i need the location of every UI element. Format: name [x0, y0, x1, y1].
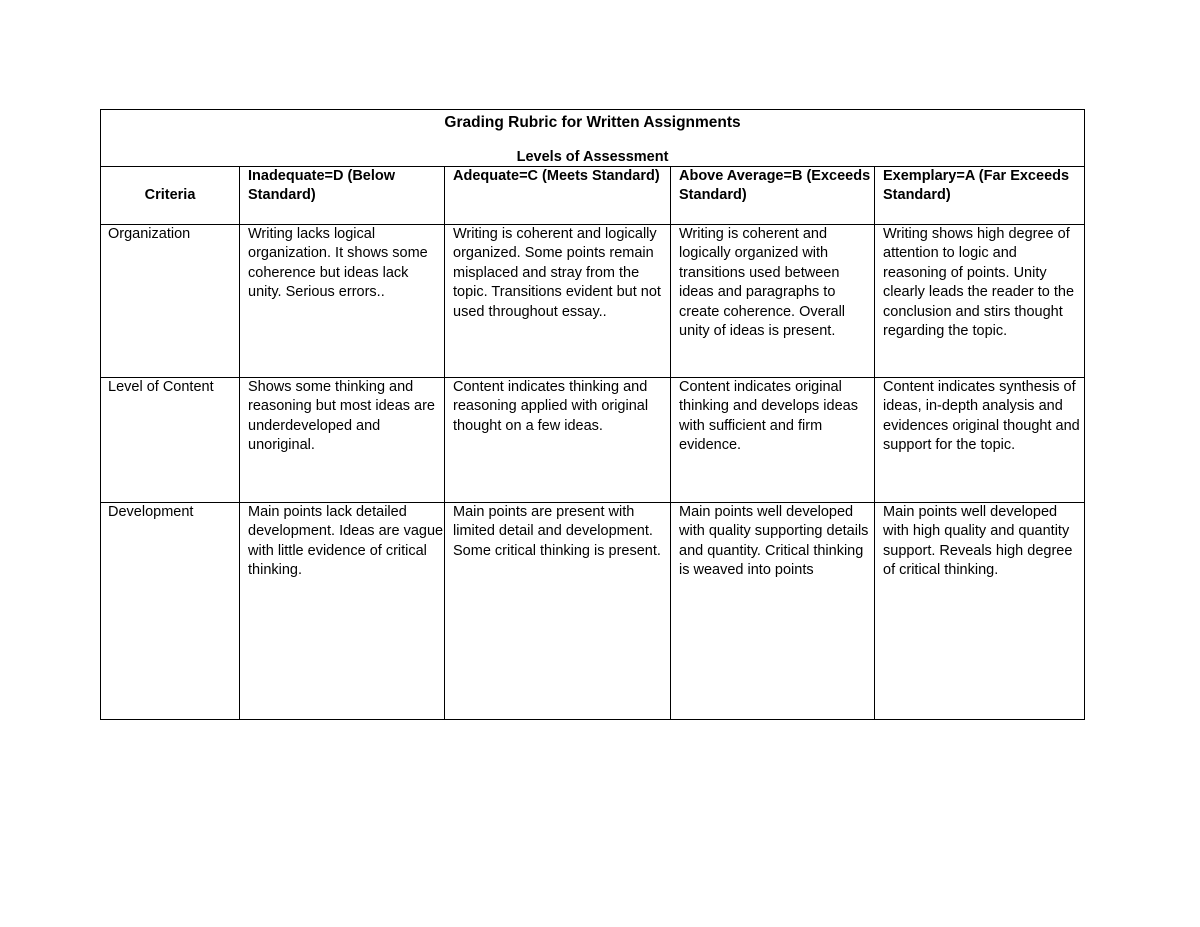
cell-development-exemplary: Main points well developed with high quality and quantity support. Reveals high degree of critical thinking. — [875, 503, 1085, 720]
criteria-organization: Organization — [101, 225, 240, 378]
criteria-development: Development — [101, 503, 240, 720]
header-criteria: Criteria — [101, 167, 240, 225]
cell-content-exemplary: Content indicates synthesis of ideas, in-depth analysis and evidences original thought and support for the topic. — [875, 378, 1085, 503]
header-above-average: Above Average=B (Exceeds Standard) — [671, 167, 875, 225]
header-row — [101, 167, 1085, 225]
levels-subtitle: Levels of Assessment — [516, 149, 669, 165]
header-adequate: Adequate=C (Meets Standard) — [445, 167, 671, 225]
cell-development-above-average: Main points well developed with quality supporting details and quantity. Critical thinking is weaved into points — [671, 503, 875, 720]
cell-organization-adequate: Writing is coherent and logically organized. Some points remain misplaced and stray from the topic. Transitions evident but not used throughout essay.. — [445, 225, 671, 378]
cell-organization-above-average: Writing is coherent and logically organized with transitions used between ideas and paragraphs to create coherence. Overall unity of ideas is present. — [671, 225, 875, 378]
cell-content-inadequate: Shows some thinking and reasoning but most ideas are underdeveloped and unoriginal. — [240, 378, 445, 503]
grading-rubric-table — [100, 109, 1085, 720]
table-row — [101, 503, 1085, 720]
cell-content-adequate: Content indicates thinking and reasoning applied with original thought on a few ideas. — [445, 378, 671, 503]
header-exemplary: Exemplary=A (Far Exceeds Standard) — [875, 167, 1085, 225]
table-row — [101, 378, 1085, 503]
header-inadequate: Inadequate=D (Below Standard) — [240, 167, 445, 225]
criteria-level-of-content: Level of Content — [101, 378, 240, 503]
rubric-title: Grading Rubric for Written Assignments — [444, 114, 741, 131]
cell-organization-exemplary: Writing shows high degree of attention to logic and reasoning of points. Unity clearly leads the reader to the conclusion and stirs thought regarding the topic. — [875, 225, 1085, 378]
cell-development-adequate: Main points are present with limited detail and development. Some critical thinking is present. — [445, 503, 671, 720]
table-row — [101, 225, 1085, 378]
cell-development-inadequate: Main points lack detailed development. Ideas are vague with little evidence of critical thinking. — [240, 503, 445, 720]
title-row — [101, 110, 1085, 167]
cell-organization-inadequate: Writing lacks logical organization. It shows some coherence but ideas lack unity. Serious errors.. — [240, 225, 445, 378]
cell-content-above-average: Content indicates original thinking and develops ideas with sufficient and firm evidence. — [671, 378, 875, 503]
title-cell — [101, 110, 1085, 167]
